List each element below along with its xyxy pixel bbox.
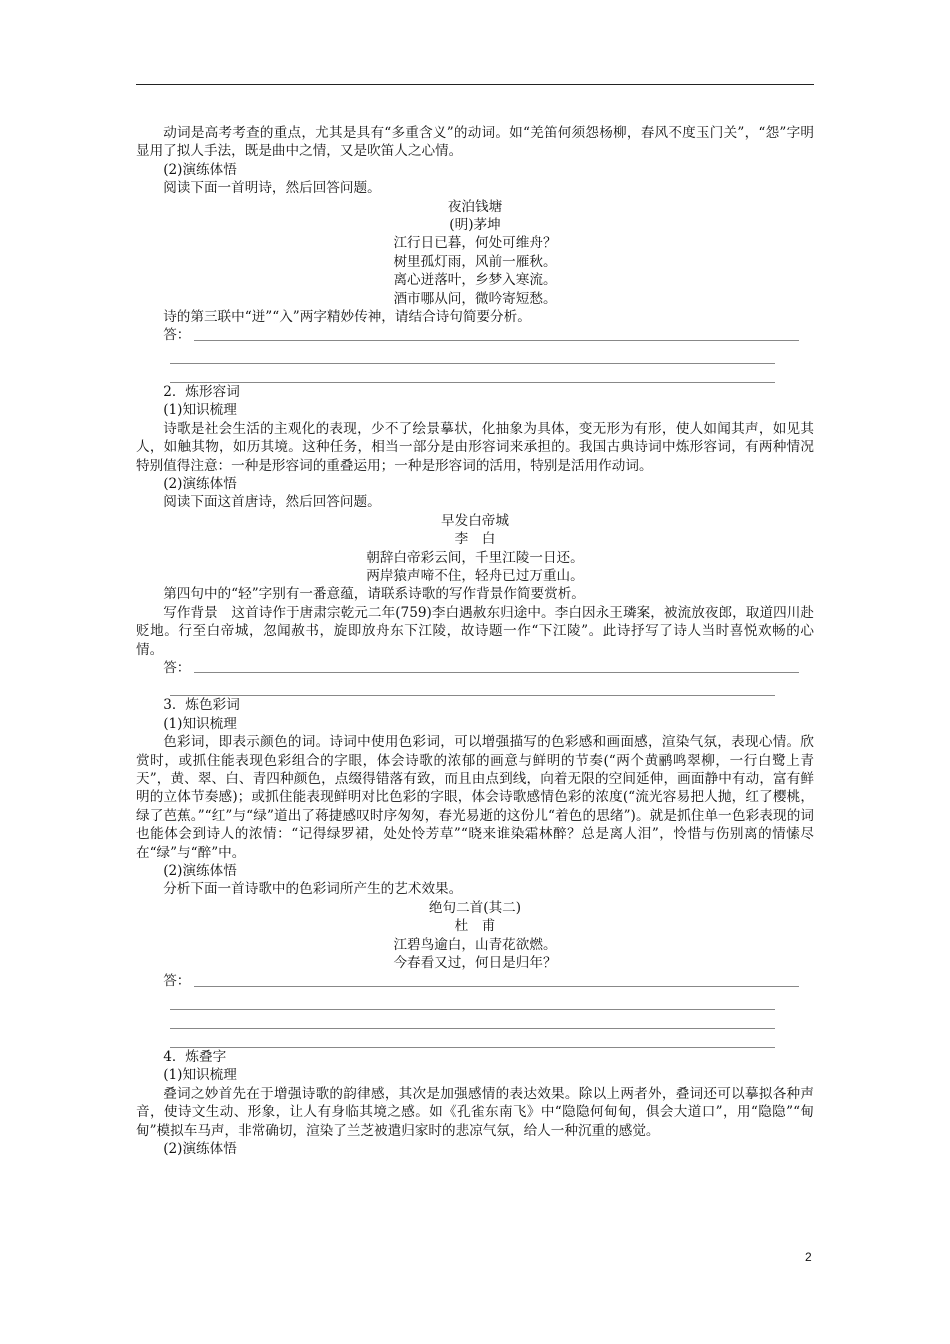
poem-title: 夜泊钱塘 (447, 198, 503, 215)
answer-line[interactable] (194, 985, 799, 987)
knowledge-label: (1)知识梳理 (163, 1067, 237, 1084)
answer-row (136, 659, 814, 677)
knowledge-label: (1)知识梳理 (163, 715, 237, 732)
answer-label: 答： (163, 973, 191, 990)
question: 诗的第三联中“迸”“入”两字精妙传神，请结合诗句简要分析。 (163, 309, 531, 326)
instruction: 阅读下面这首唐诗，然后回答问题。 (163, 494, 381, 511)
practice-label: (2)演练体悟 (163, 863, 237, 880)
practice-label: (2)演练体悟 (163, 161, 237, 178)
section-heading: 2．炼形容词 (163, 383, 240, 400)
poem-title: 早发白帝城 (441, 512, 509, 529)
poem-line: 江行日已暮，何处可维舟？ (393, 235, 557, 252)
section-body: 色彩词，即表示颜色的词。诗词中使用色彩词，可以增强描写的色彩感和画面感，渲染气氛，表现心情。欣赏时，或抓住能表现色彩组合的字眼，体会诗歌的浓郁的画意与鲜明的节奏(“两个黄鹂鸣翠柳，一行白鹭上青天”，黄、翠、白、青四种颜色，点缀得错落有致，而且由点到线，向着无限的空间延伸，画面静中有动，富有鲜明的立体节奏感)；或抓住能表现鲜明对比色彩的字眼，体会诗歌感情色彩的浓度(“流光容易把人抛，红了樱桃，绿了芭蕉。”“红”与“绿”道出了蒋捷感叹时序匆匆，春光易逝的这份儿“着色的思绪”)。就是抓住单一色彩表现的词也能体会到诗人的浓情：“记得绿罗裙，处处怜芳草”“晓来谁染霜林醉？总是离人泪”，怜惜与伤别离的情愫尽在“绿”与“醉”中。 (136, 734, 814, 861)
answer-row (136, 972, 814, 990)
answer-label: 答： (163, 327, 191, 344)
poem-author: 杜 甫 (454, 918, 496, 935)
section-body: 诗歌是社会生活的主观化的表现，少不了绘景摹状，化抽象为具体，变无形为有形，使人如闻其声，如见其人，如触其物，如历其境。这种任务，相当一部分是由形容词来承担的。我国古典诗词中炼形容词，有两种情况特别值得注意：一种是形容词的重叠运用；一种是形容词的活用，特别是活用作动词。 (136, 420, 814, 474)
knowledge-label: (1)知识梳理 (163, 402, 237, 419)
intro-paragraph: 动词是高考考查的重点，尤其是具有“多重含义”的动词。如“羌笛何须怨杨柳，春风不度玉门关”，“怨”字明显用了拟人手法，既是曲中之情，又是吹笛人之心情。 (136, 125, 814, 160)
poem-author: 李 白 (454, 531, 496, 548)
poem-title: 绝句二首(其二) (428, 899, 522, 916)
answer-line[interactable] (194, 339, 799, 341)
instruction: 分析下面一首诗歌中的色彩词所产生的艺术效果。 (163, 881, 463, 898)
header-rule (136, 84, 814, 85)
document-body (136, 124, 814, 1158)
section-heading: 4．炼叠字 (163, 1048, 227, 1065)
poem-line: 今春看又过，何日是归年？ (393, 955, 557, 972)
poem-line: 离心迸落叶，乡梦入寒流。 (393, 272, 557, 289)
background: 写作背景 这首诗作于唐肃宗乾元二年(759)李白遇赦东归途中。李白因永王璘案，被流放夜郎，取道四川赴贬地。行至白帝城，忽闻赦书，旋即放舟东下江陵，故诗题一作“下江陵”。此诗抒写了诗人当时喜悦欢畅的心情。 (136, 604, 814, 658)
practice-label: (2)演练体悟 (163, 475, 237, 492)
instruction: 阅读下面一首明诗，然后回答问题。 (163, 180, 381, 197)
section-heading: 3．炼色彩词 (163, 697, 240, 714)
poem-line: 两岸猿声啼不住，轻舟已过万重山。 (366, 567, 584, 584)
section-body: 叠词之妙首先在于增强诗歌的韵律感，其次是加强感情的表达效果。除以上两者外，叠词还可以摹拟各种声音，使诗文生动、形象，让人有身临其境之感。如《孔雀东南飞》中“隐隐何甸甸，俱会大道口”，用“隐隐”“甸甸”模拟车马声，非常确切，渲染了兰芝被遣归家时的悲凉气氛，给人一种沉重的感觉。 (136, 1085, 814, 1139)
answer-row (136, 326, 814, 344)
poem-line: 朝辞白帝彩云间，千里江陵一日还。 (366, 549, 584, 566)
poem-line: 江碧鸟逾白，山青花欲燃。 (393, 936, 557, 953)
question: 第四句中的“轻”字别有一番意蕴，请联系诗歌的写作背景作简要赏析。 (163, 586, 585, 603)
page-number: 2 (805, 1250, 812, 1264)
poem-author: (明)茅坤 (449, 217, 501, 234)
poem-line: 树里孤灯雨，风前一雁秋。 (393, 253, 557, 270)
poem-line: 酒市哪从问，微吟寄短愁。 (393, 290, 557, 307)
answer-label: 答： (163, 659, 191, 676)
practice-label: (2)演练体悟 (163, 1140, 237, 1157)
answer-line[interactable] (194, 671, 799, 673)
